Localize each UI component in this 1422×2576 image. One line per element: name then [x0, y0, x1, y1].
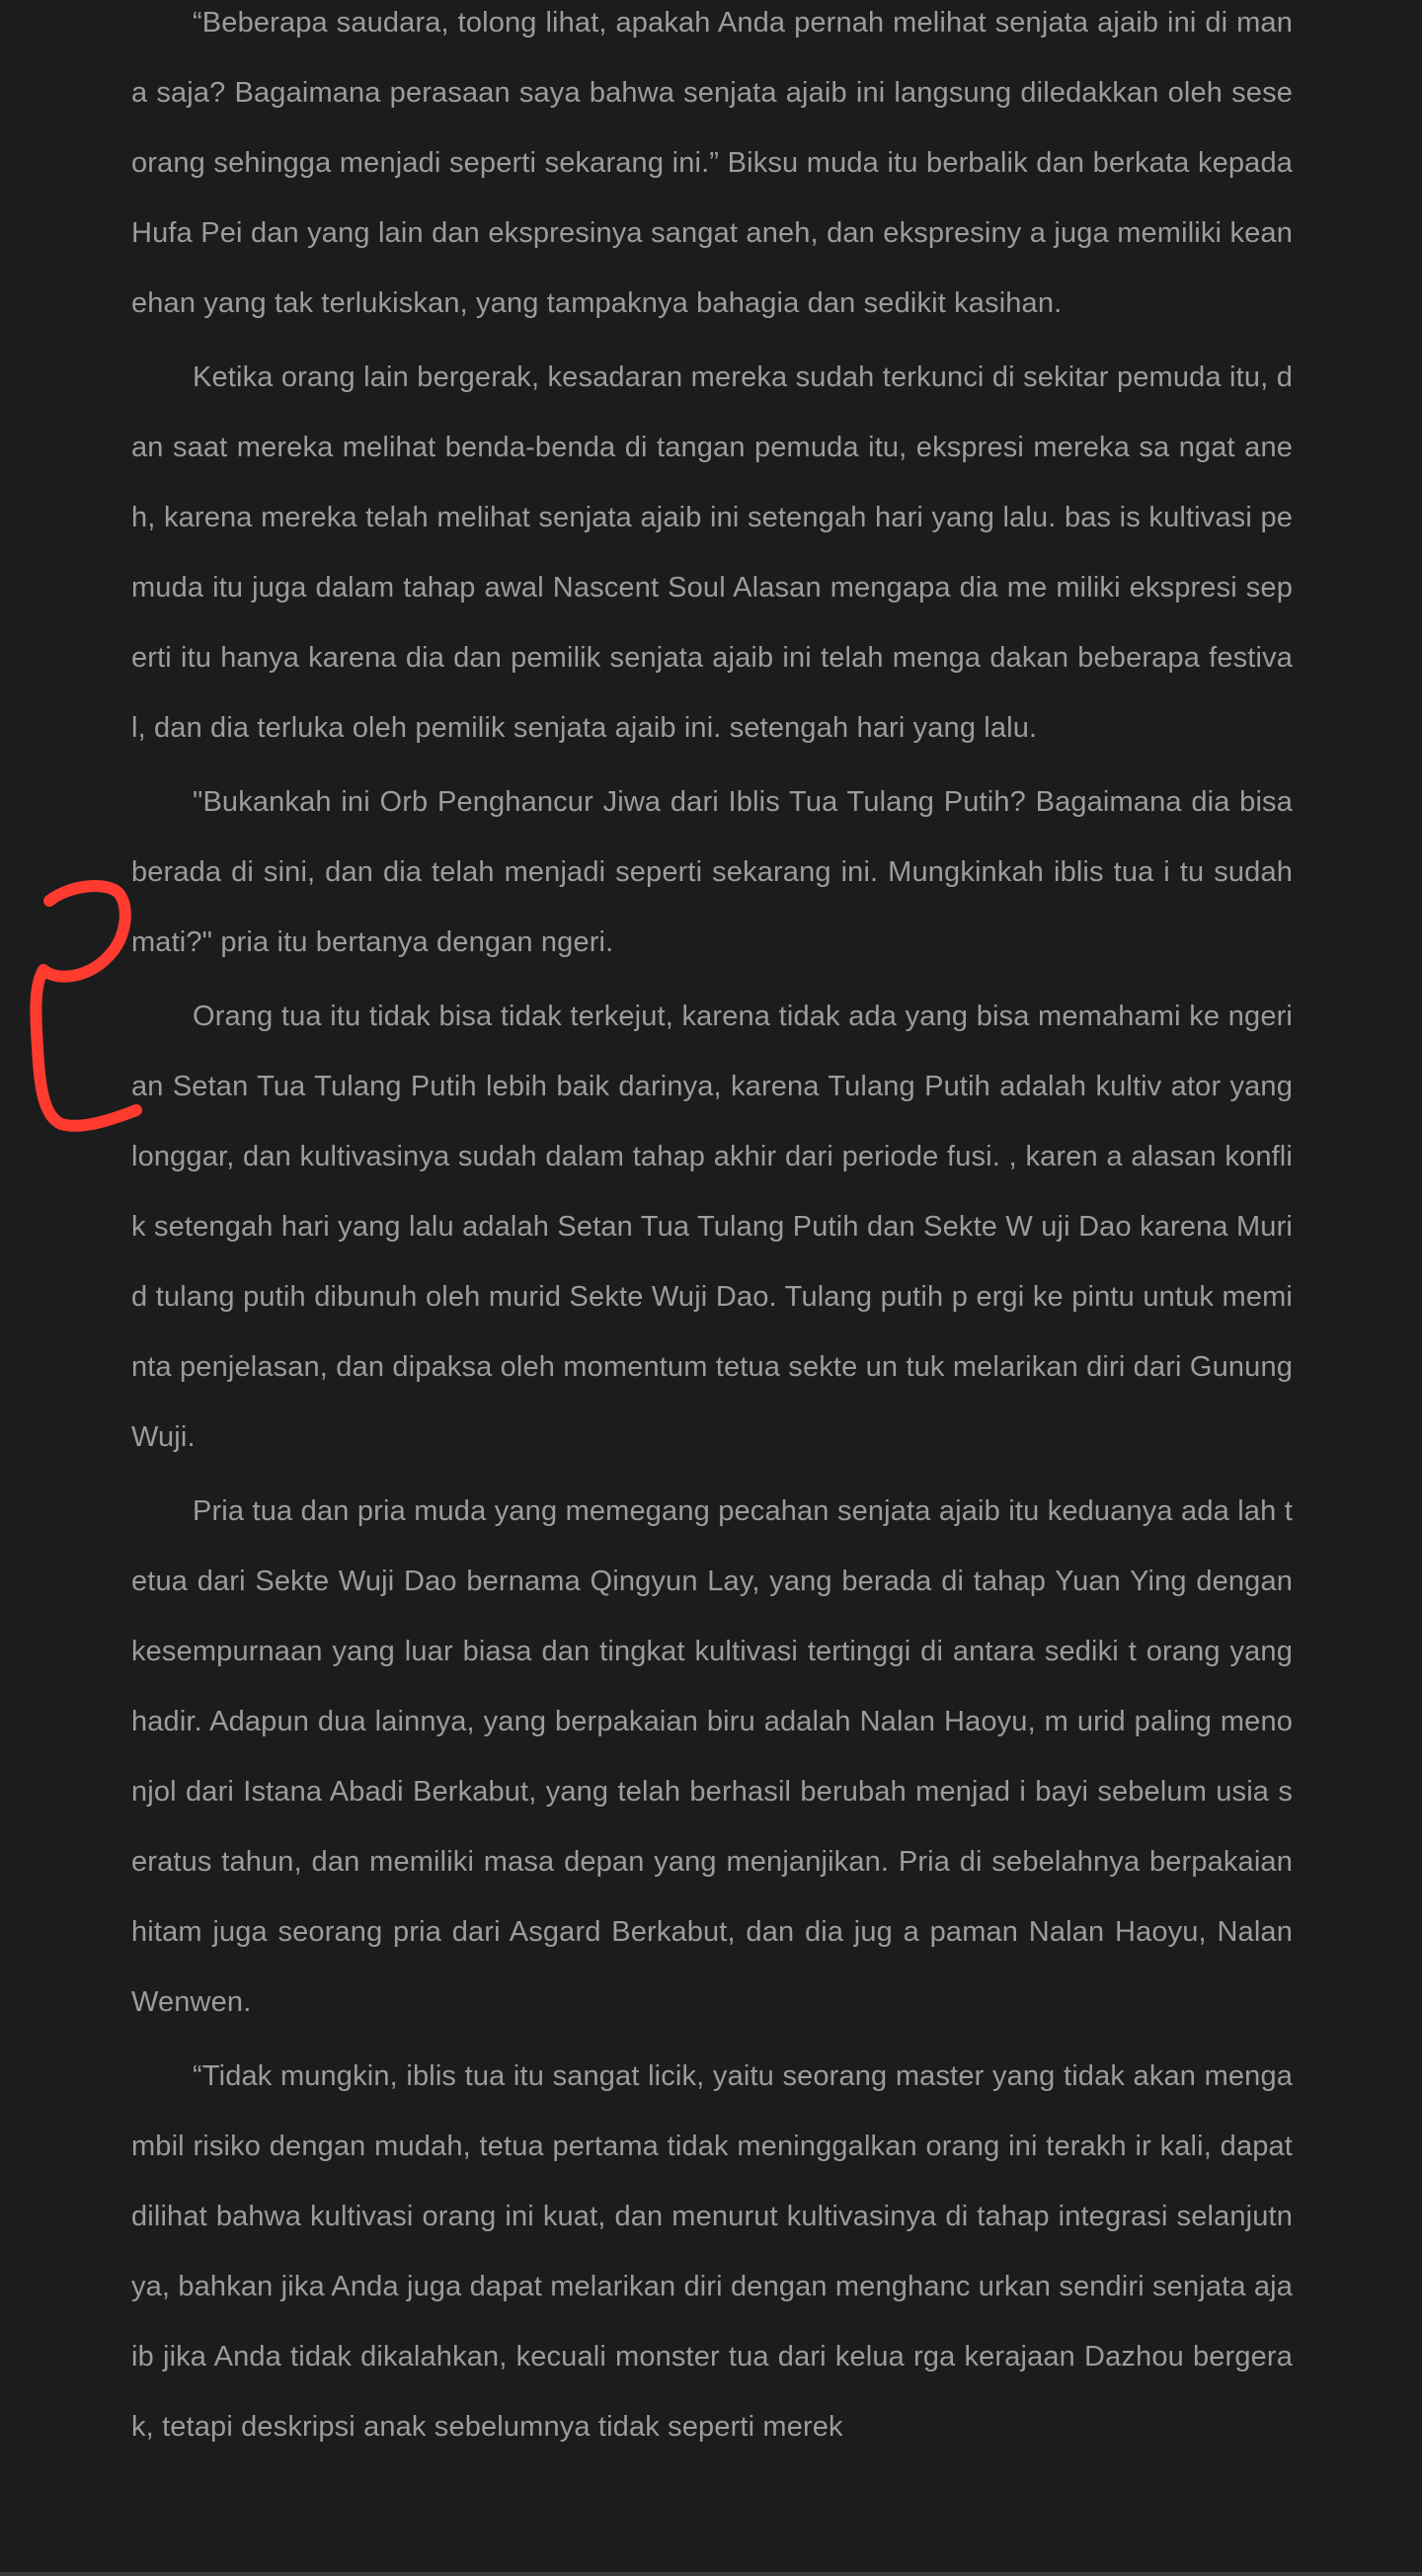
bottom-scroll-edge	[0, 2572, 1422, 2576]
chapter-text	[131, 0, 1293, 2466]
paragraph-6: “Tidak mungkin, iblis tua itu sangat licik, yaitu seorang master yang tidak akan mengambil risiko dengan mudah, tetua pertama tidak meninggalkan orang ini terakh ir kali, dapat dilihat bahwa kultivasi orang ini kuat, dan menurut kultivasinya di tahap integrasi selanjutnya, bahkan jika Anda juga dapat melarikan diri dengan menghanc urkan sendiri senjata ajaib jika Anda tidak dikalahkan, kecuali monster tua dari kelua rga kerajaan Dazhou bergerak, tetapi deskripsi anak sebelumnya tidak seperti merek	[131, 2060, 1293, 2443]
paragraph-3: "Bukankah ini Orb Penghancur Jiwa dari Iblis Tua Tulang Putih? Bagaimana dia bisa berada di sini, dan dia telah menjadi seperti sekarang ini. Mungkinkah iblis tua i tu sudah mati?" pria itu bertanya dengan ngeri.	[131, 786, 1293, 958]
paragraph-1: “Beberapa saudara, tolong lihat, apakah Anda pernah melihat senjata ajaib ini di mana saja? Bagaimana perasaan saya bahwa senjata ajaib ini langsung diledakkan oleh seseorang sehingga menjadi seperti sekarang ini.” Biksu muda itu berbalik dan berkata kepada Hufa Pei dan yang lain dan ekspresinya sangat aneh, dan ekspresiny a juga memiliki keanehan yang tak terlukiskan, yang tampaknya bahagia dan sedikit kasihan.	[131, 7, 1293, 319]
paragraph-4: Orang tua itu tidak bisa tidak terkejut, karena tidak ada yang bisa memahami ke ngerian Setan Tua Tulang Putih lebih baik darinya, karena Tulang Putih adalah kultiv ator yang longgar, dan kultivasinya sudah dalam tahap akhir dari periode fusi. , karen a alasan konflik setengah hari yang lalu adalah Setan Tua Tulang Putih dan Sekte W uji Dao karena Murid tulang putih dibunuh oleh murid Sekte Wuji Dao. Tulang putih p ergi ke pintu untuk meminta penjelasan, dan dipaksa oleh momentum tetua sekte un tuk melarikan diri dari Gunung Wuji.	[131, 1001, 1293, 1453]
paragraph-2: Ketika orang lain bergerak, kesadaran mereka sudah terkunci di sekitar pemuda itu, dan saat mereka melihat benda-benda di tangan pemuda itu, ekspresi mereka sa ngat aneh, karena mereka telah melihat senjata ajaib ini setengah hari yang lalu. bas is kultivasi pemuda itu juga dalam tahap awal Nascent Soul Alasan mengapa dia me miliki ekspresi seperti itu hanya karena dia dan pemilik senjata ajaib ini telah menga dakan beberapa festival, dan dia terluka oleh pemilik senjata ajaib ini. setengah hari yang lalu.	[131, 362, 1293, 744]
paragraph-5: Pria tua dan pria muda yang memegang pecahan senjata ajaib itu keduanya ada lah tetua dari Sekte Wuji Dao bernama Qingyun Lay, yang berada di tahap Yuan Ying dengan kesempurnaan yang luar biasa dan tingkat kultivasi tertinggi di antara sediki t orang yang hadir. Adapun dua lainnya, yang berpakaian biru adalah Nalan Haoyu, m urid paling menonjol dari Istana Abadi Berkabut, yang telah berhasil berubah menjad i bayi sebelum usia seratus tahun, dan memiliki masa depan yang menjanjikan. Pria di sebelahnya berpakaian hitam juga seorang pria dari Asgard Berkabut, dan dia jug a paman Nalan Haoyu, Nalan Wenwen.	[131, 1495, 1293, 2018]
